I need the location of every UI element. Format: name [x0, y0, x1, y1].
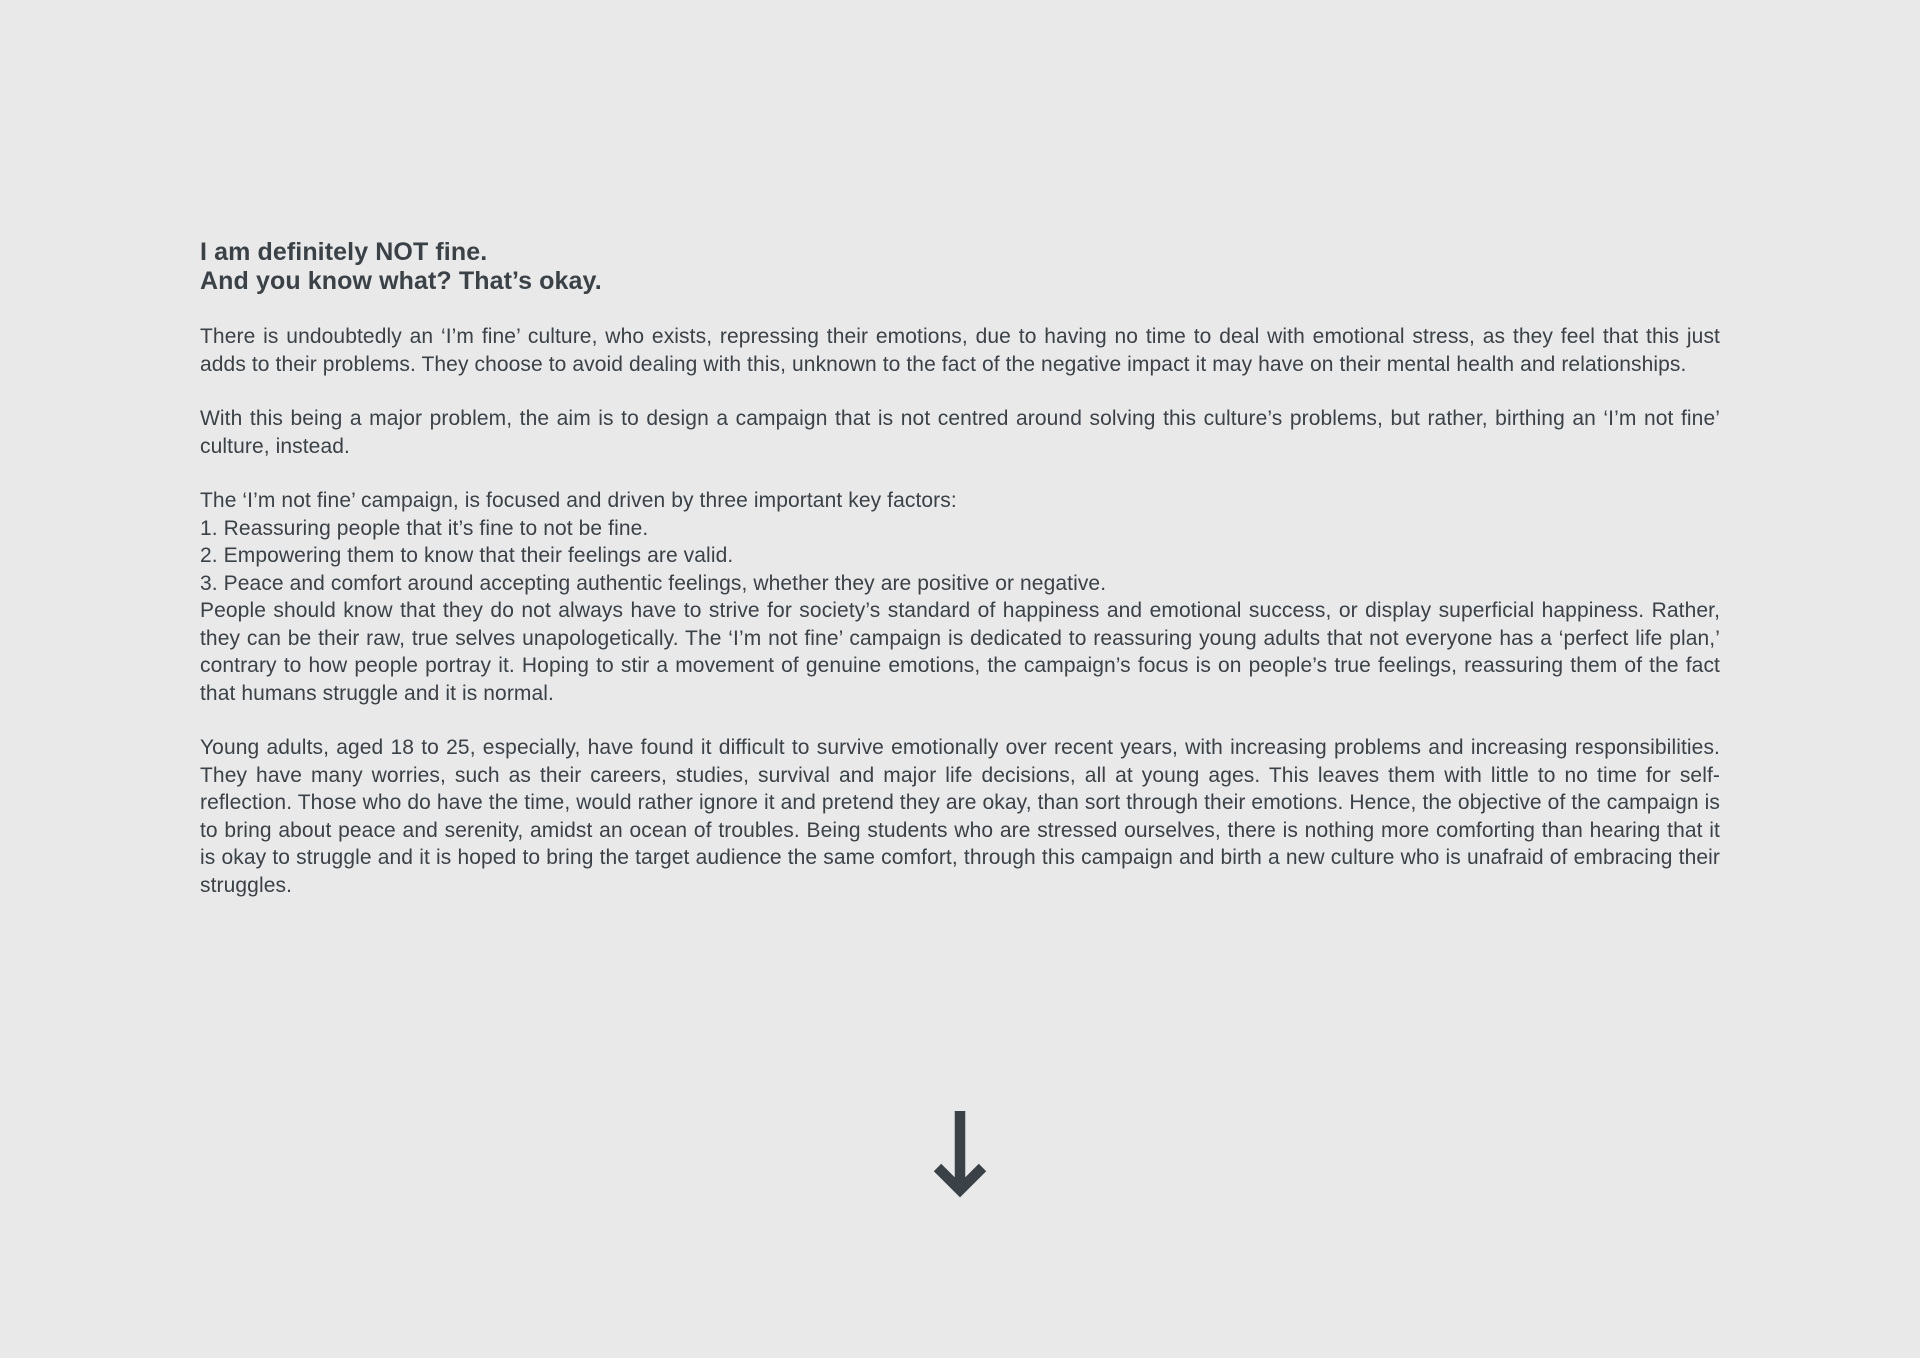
key-factor-item-3: 3. Peace and comfort around accepting authentic feelings, whether they are positive or negative. — [200, 571, 1107, 595]
paragraph-im-fine-culture: There is undoubtedly an ‘I’m fine’ culture, who exists, repressing their emotions, due to having no time to deal with emotional stress, as they feel that this just adds to their problems. They choose to avoid dealing with this, unknown to the fact of the negative impact it may have on their mental health and relationships. — [200, 325, 1720, 376]
paragraph-young-adults: Young adults, aged 18 to 25, especially, have found it difficult to survive emotionally over recent years, with increasing problems and increasing responsibilities. They have many worries, such as their careers, studies, survival and major life decisions, all at young ages. This leaves them with little to no time for self-reflection. Those who do have the time, would rather ignore it and pretend they are okay, than sort through their emotions. Hence, the objective of the campaign is to bring about peace and serenity, amidst an ocean of troubles. Being students who are stressed ourselves, there is nothing more comforting than hearing that it is okay to struggle and it is hoped to bring the target audience the same comfort, through this campaign and birth a new culture who is unafraid of embracing their struggles. — [200, 736, 1720, 897]
key-factor-item-2: 2. Empowering them to know that their feelings are valid. — [200, 544, 734, 567]
key-factor-item-1: 1. Reassuring people that it’s fine to not be fine. — [200, 516, 649, 540]
page-title — [200, 238, 1720, 296]
heading-line-1: I am definitely NOT fine. — [200, 238, 488, 266]
key-factors-block — [200, 487, 1720, 597]
heading-line-2: And you know what? That’s okay. — [200, 267, 602, 295]
paragraph-society-standard: People should know that they do not always have to strive for society’s standard of happiness and emotional success, or display superficial happiness. Rather, they can be their raw, true selves unapologetically. The ‘I’m not fine’ campaign is dedicated to reassuring young adults that not everyone has a ‘perfect life plan,’ contrary to how people portray it. Hoping to stir a movement of genuine emotions, the campaign’s focus is on people’s true feelings, reassuring them of the fact that humans struggle and it is normal. — [200, 599, 1720, 705]
key-factors-intro: The ‘I’m not fine’ campaign, is focused and driven by three important key factors: — [200, 489, 957, 512]
down-arrow-icon — [933, 1108, 987, 1200]
paragraph-campaign-aim: With this being a major problem, the aim is to design a campaign that is not centred around solving this culture’s problems, but rather, birthing an ‘I’m not fine’ culture, instead. — [200, 407, 1720, 458]
text-block — [200, 238, 1720, 899]
